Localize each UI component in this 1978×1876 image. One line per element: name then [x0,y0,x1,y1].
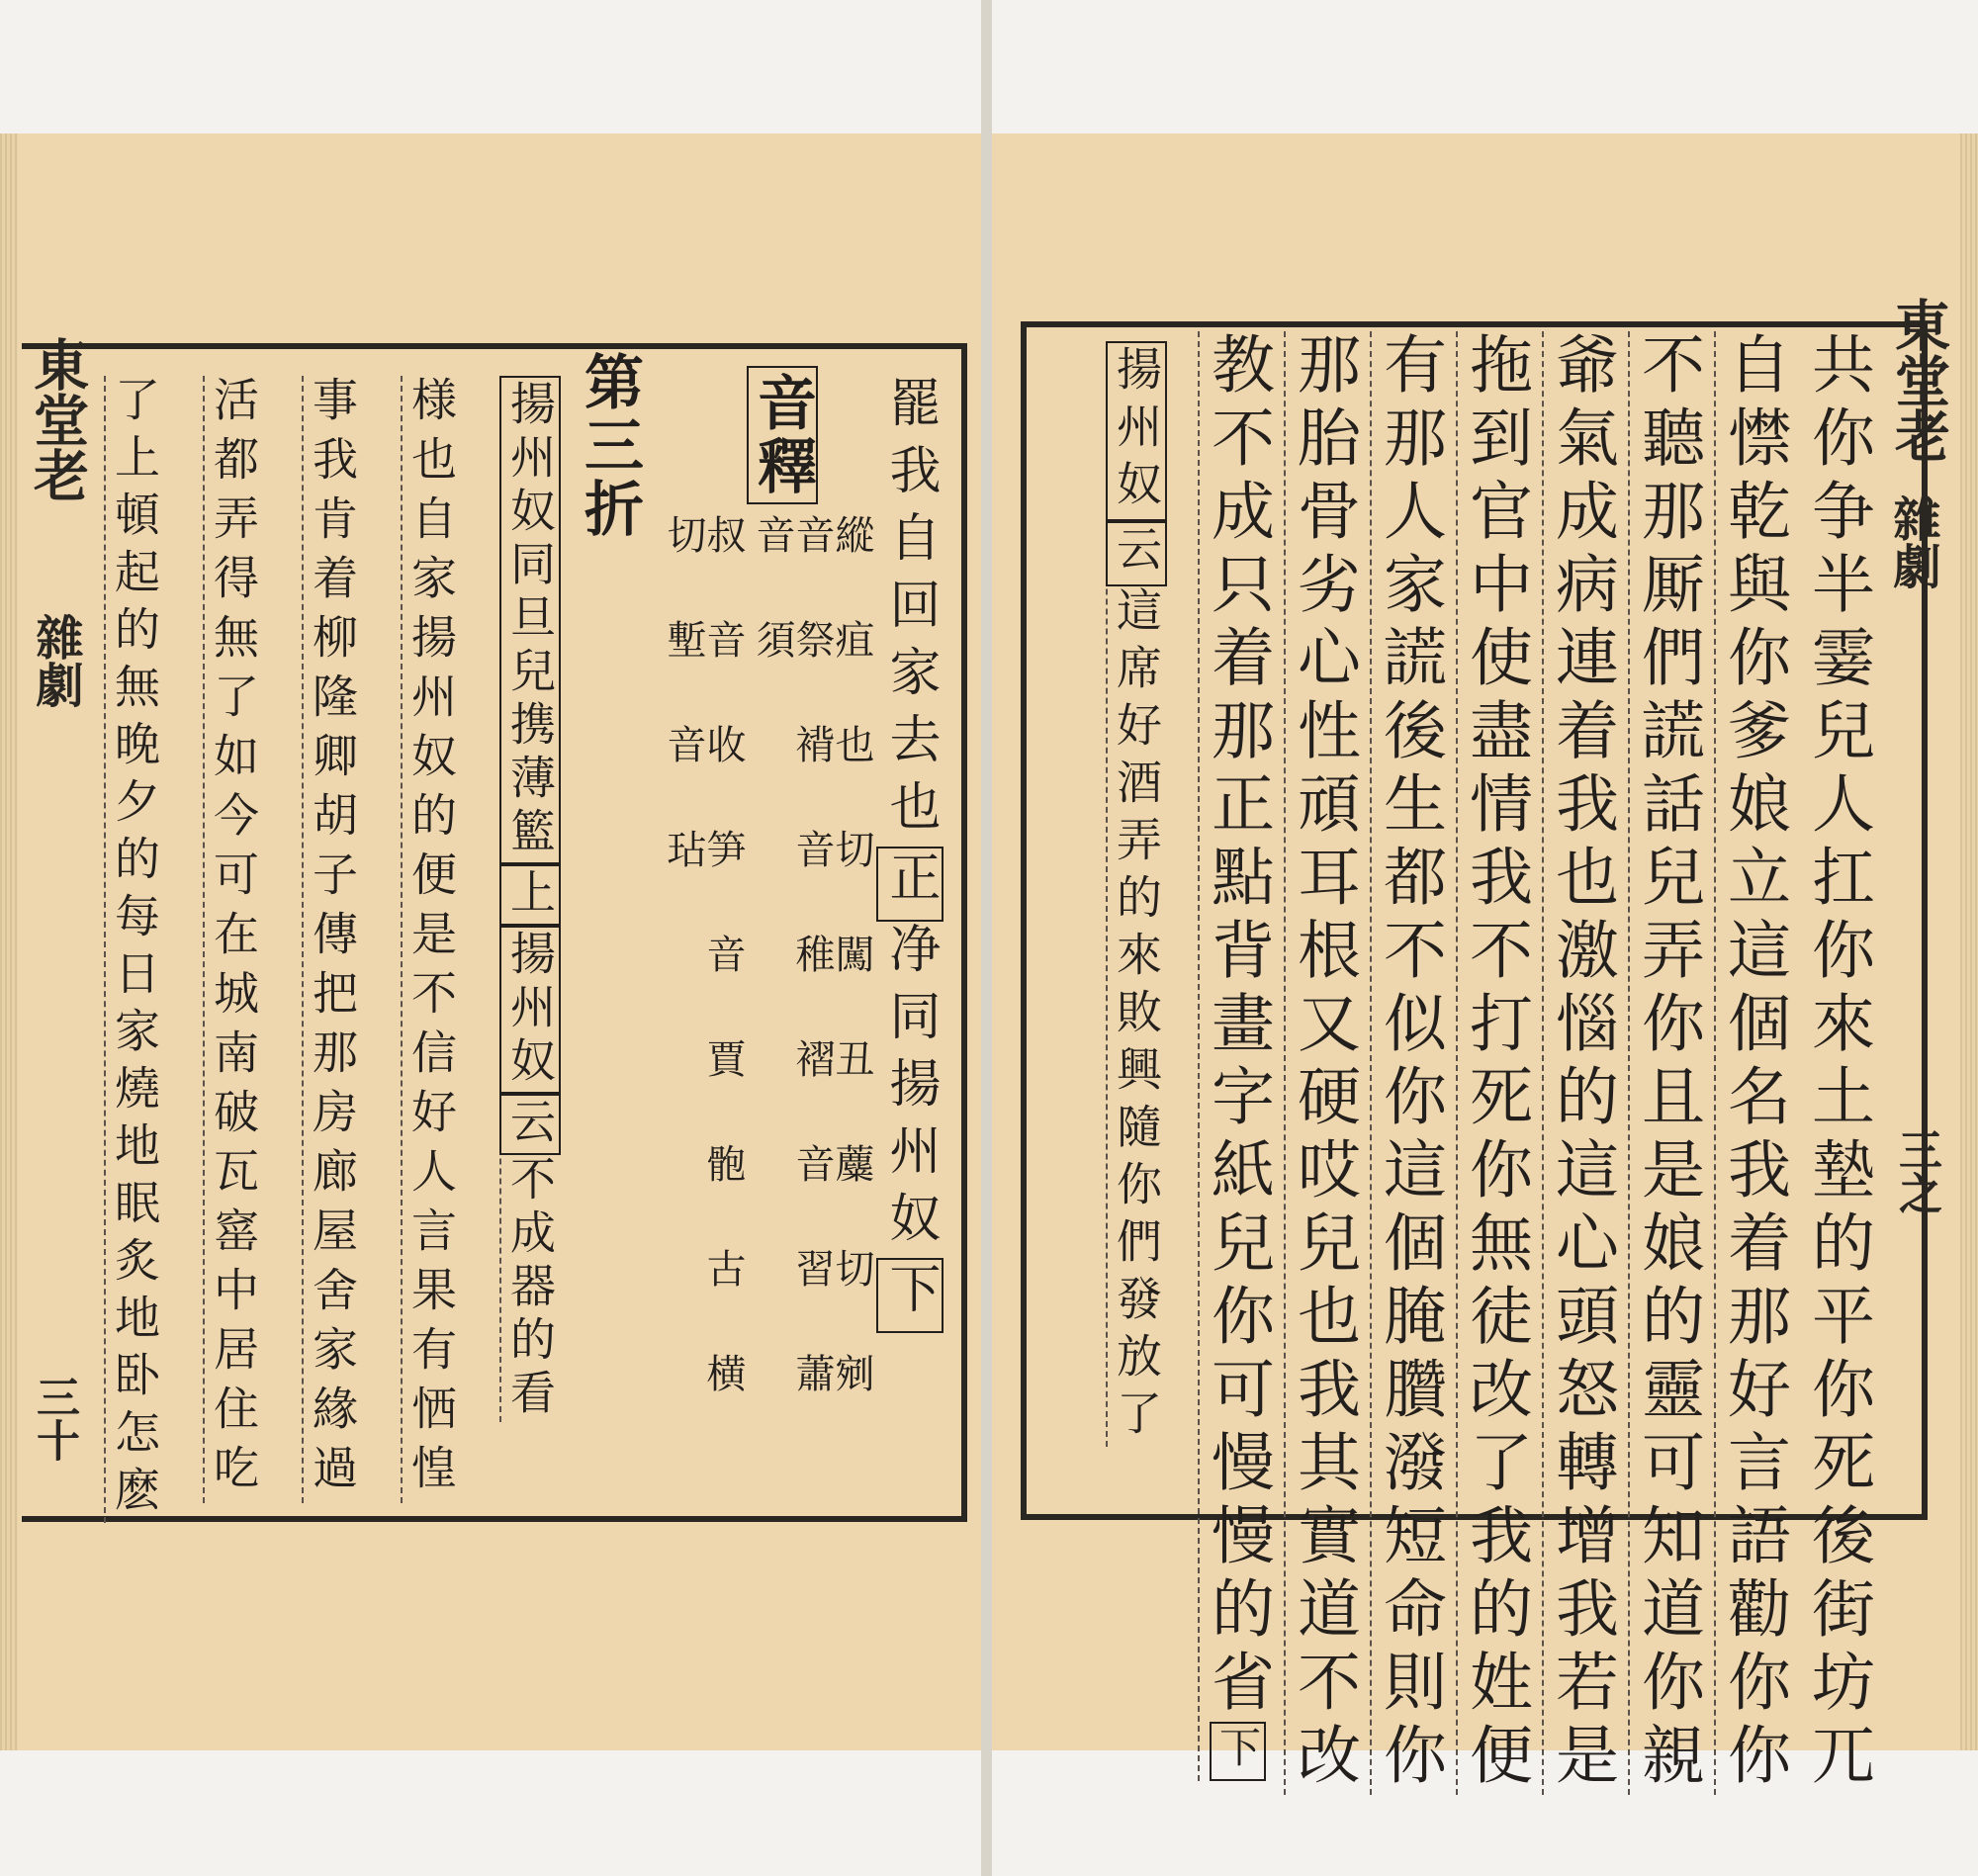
right-col-9 [1106,341,1163,1447]
right-col-3: 不聽那厮們謊話兒弄你且是娘的靈可知道你親 [1628,331,1699,1795]
right-col-9-yun: 云 [1106,521,1167,586]
zhe-yun: 云 [499,1094,561,1155]
yinshi-header: 音釋 [747,366,818,504]
zhe-dir: 上 [499,864,561,926]
left-body-col-3: 活都弄得無了如今可在城南破瓦窰中居住吃 [203,376,256,1503]
left-margin-folio: 三十 [29,1375,79,1462]
left-col-1-dir: 下 [876,1258,944,1333]
right-col-2: 自㦗乾與你爹娘立這個名我着那好言語勸你你 [1714,331,1785,1795]
yinshi-col-2: 叔 音 收 笋 音 賈 骲 古 横 切 塹 音 玷 [661,514,746,1402]
left-margin-title: 東堂老 [25,336,90,502]
left-body-col-1: 様也自家揚州奴的便是不信好人言果有恓惶 [401,376,454,1503]
left-col-1 [878,376,940,1333]
zhe-header: 第三折 [575,351,644,541]
right-margin-folio: 三之 [1891,1127,1941,1214]
book-gutter [981,0,992,1876]
zhe-role2: 揚州奴 [499,926,561,1094]
right-col-7: 那胎骨劣心性頑耳根又硬哎兒也我其實道不改 [1284,331,1355,1795]
right-col-8-dir: 下 [1210,1722,1266,1781]
right-col-9-role: 揚州奴 [1106,341,1167,521]
zhe-col [499,376,557,1422]
right-col-6: 有那人家謊後生都不似你這個腌臢潑短命則你 [1370,331,1441,1795]
right-margin-sub: 雜劇 [1885,494,1940,589]
zhe-role: 揚州奴同旦兒携薄籃 [499,376,561,864]
left-margin-sub: 雜劇 [28,613,83,708]
left-body-col-2: 事我肯着柳隆卿胡子傳把那房廊屋舍家緣過 [302,376,355,1503]
zhe-text: 不成器的看 [503,1155,557,1422]
right-margin-title: 東堂老 [1886,297,1951,463]
right-col-5: 拖到官中使盡情我不打死你無徒改了我的姓便 [1456,331,1527,1795]
left-body-col-4: 了上頓起的無晚夕的每日家燒地眠炙地卧怎麽 [104,376,157,1523]
left-col-1-b: 净同揚州奴 [880,922,940,1258]
right-col-1: 共你争半霎兒人扛你來土墊的平你死後街坊兀 [1801,331,1874,1795]
right-col-8 [1198,331,1274,1781]
left-col-1-role: 正 [876,847,944,922]
right-col-9-text: 這席好酒弄的來敗興隨你們發放了 [1110,586,1163,1447]
right-col-4: 爺氣成病連着我也激惱的這心頭怒轉增我若是 [1542,331,1613,1795]
left-page-edge [0,134,18,1750]
yinshi-col-1: 縱 疽 也 切 闖 丑 蘪 切 剜 音 祭 褙 音 稚 褶 音 習 蕭 音 須 [750,514,874,1402]
right-page-edge [1960,134,1978,1750]
left-col-1-text: 罷我自回家去也 [880,376,940,847]
right-col-8-text: 教不成只着那正點背畫字紙兒你可慢慢的省 [1201,331,1274,1722]
